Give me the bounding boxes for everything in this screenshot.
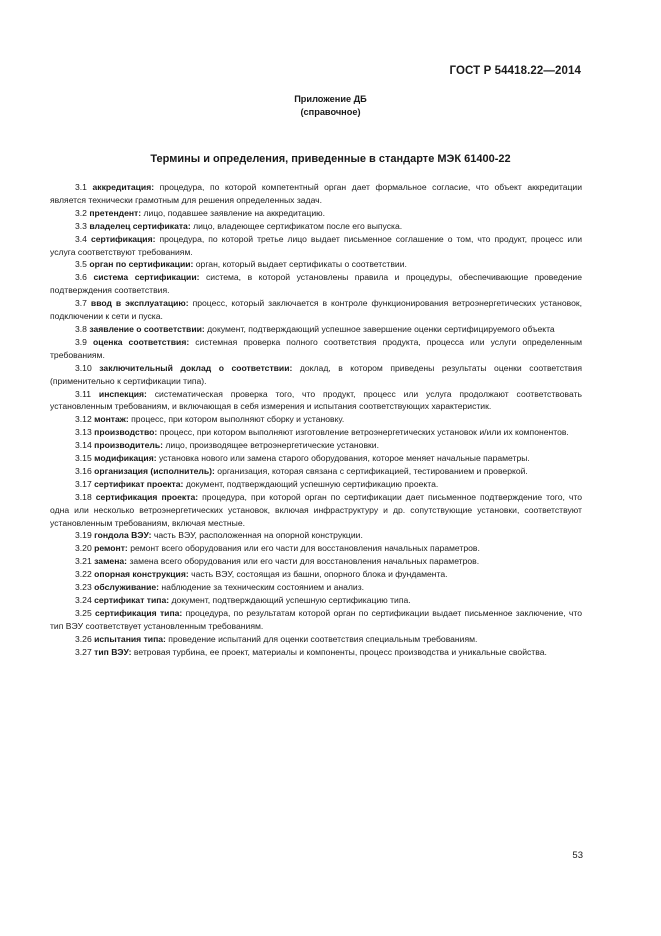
- definition-number: 3.4: [75, 233, 87, 244]
- definition-item: [50, 297, 582, 323]
- definition-text: ремонт всего оборудования или его части для восстановления начальных параметров.: [130, 543, 480, 554]
- definition-number: 3.10: [75, 362, 92, 373]
- definition-item: [50, 220, 582, 233]
- definition-text: лицо, подавшее заявление на аккредитацию.: [143, 207, 325, 218]
- definition-item: [50, 491, 582, 530]
- definition-item: [50, 323, 582, 336]
- definition-text: орган, который выдает сертификаты о соответствии.: [195, 259, 407, 270]
- definition-text: процедура, по которой компетентный орган дает формальное согласие, что объект аккредитации является технически грамотным для решения определенных задач.: [50, 182, 583, 205]
- definition-text: часть ВЭУ, расположенная на опорной конструкции.: [153, 530, 363, 541]
- definition-number: 3.20: [75, 543, 92, 554]
- definition-number: 3.11: [75, 388, 92, 399]
- definition-item: [50, 581, 582, 594]
- definition-number: 3.22: [75, 569, 92, 580]
- definition-number: 3.16: [75, 465, 92, 476]
- definition-item: [50, 388, 582, 414]
- appendix-label: Приложение ДБ: [294, 94, 367, 104]
- definition-number: 3.25: [75, 607, 92, 618]
- definition-number: 3.7: [75, 298, 87, 309]
- definition-number: 3.18: [75, 491, 92, 502]
- definition-text: процедура, по которой третье лицо выдает письменное соглашение о том, что продукт, процесс или услуга соответствуют требованиям.: [50, 233, 583, 257]
- definition-item: [50, 207, 582, 220]
- definition-term: орган по сертификации:: [89, 259, 194, 270]
- definition-text: документ, подтверждающий успешное завершение оценки сертифицируемого объекта: [207, 323, 555, 334]
- definition-term: сертификат типа:: [94, 595, 170, 605]
- definition-text: наблюдение за техническим состоянием и анализ.: [161, 582, 365, 593]
- definition-item: [50, 181, 582, 207]
- page-number: 53: [572, 850, 583, 861]
- definition-number: 3.5: [75, 259, 87, 270]
- definition-item: [50, 465, 582, 478]
- definition-term: гондола ВЭУ:: [94, 530, 152, 541]
- definition-item: [50, 542, 582, 555]
- definition-number: 3.24: [75, 595, 92, 605]
- definition-text: лицо, владеющее сертификатом после его выпуска.: [193, 220, 403, 231]
- definition-item: [50, 336, 582, 362]
- definition-text: замена всего оборудования или его части для восстановления начальных параметров.: [129, 556, 480, 567]
- definition-term: ввод в эксплуатацию:: [90, 298, 189, 309]
- definition-item: [50, 646, 582, 659]
- definition-number: 3.2: [75, 207, 87, 218]
- definition-item: [50, 258, 582, 271]
- definition-number: 3.3: [75, 220, 87, 231]
- definition-number: 3.13: [75, 427, 92, 438]
- definition-term: система сертификации:: [93, 272, 200, 283]
- definition-term: заявление о соответствии:: [89, 323, 205, 334]
- definition-item: [50, 439, 582, 452]
- definition-text: системная проверка полного соответствия продукта, процесса или услуги определенным требованиям.: [50, 336, 583, 360]
- definition-number: 3.1: [75, 182, 87, 192]
- definition-number: 3.17: [75, 478, 92, 489]
- definition-text: процесс, который заключается в контроле функционирования ветроэнергетических установок, подключении к сети и пуска.: [50, 298, 582, 322]
- definition-term: испытания типа:: [94, 633, 166, 644]
- definition-number: 3.19: [75, 530, 92, 541]
- definition-term: сертификация:: [90, 233, 156, 244]
- definition-term: сертификация проекта:: [95, 491, 199, 502]
- definition-item: [50, 271, 582, 297]
- definition-item: [50, 568, 582, 581]
- definition-term: ремонт:: [94, 543, 128, 554]
- definition-term: инспекция:: [98, 388, 147, 399]
- definition-text: часть ВЭУ, состоящая из башни, опорного блока и фундамента.: [191, 569, 448, 580]
- definition-text: документ, подтверждающий успешную сертификацию проекта.: [185, 478, 439, 489]
- definition-term: обслуживание:: [94, 582, 160, 593]
- definition-number: 3.15: [75, 453, 92, 464]
- definition-term: аккредитация:: [92, 182, 155, 192]
- appendix-heading: [0, 93, 661, 119]
- definition-term: организация (исполнитель):: [94, 465, 215, 476]
- definition-number: 3.14: [75, 440, 92, 451]
- definition-text: процесс, при котором выполняют сборку и установку.: [131, 414, 345, 425]
- definition-number: 3.9: [75, 336, 87, 347]
- definition-item: [50, 555, 582, 568]
- document-code: ГОСТ Р 54418.22—2014: [449, 65, 581, 77]
- definition-number: 3.27: [75, 646, 92, 657]
- definition-term: монтаж:: [94, 414, 129, 425]
- definition-term: сертификация типа:: [95, 607, 183, 618]
- definition-term: производство:: [94, 427, 158, 438]
- definition-text: ветровая турбина, ее проект, материалы и компоненты, процесс производства и уникальные свойства.: [133, 646, 547, 657]
- definition-text: доклад, в котором приведены результаты оценки соответствия (применительно к сертификации типа).: [50, 362, 582, 386]
- definition-term: владелец сертификата:: [89, 220, 191, 231]
- definition-term: модификация:: [94, 453, 157, 464]
- definition-text: проведение испытаний для оценки соответствия специальным требованиям.: [168, 633, 478, 644]
- definition-item: [50, 607, 582, 633]
- definition-text: документ, подтверждающий успешную сертификацию типа.: [171, 595, 411, 605]
- definition-item: [50, 529, 582, 542]
- definition-text: организация, которая связана с сертификацией, тестированием и проверкой.: [217, 465, 528, 476]
- definition-number: 3.6: [75, 272, 87, 283]
- definition-text: система, в которой установлены правила и процедуры, обеспечивающие проведение подтверждения соответствия.: [50, 272, 582, 296]
- definition-term: заключительный доклад о соответствии:: [99, 362, 293, 373]
- definition-item: [50, 478, 582, 491]
- definition-term: производитель:: [94, 440, 164, 451]
- definitions-list: [50, 181, 582, 659]
- definition-item: [50, 426, 582, 439]
- definition-term: сертификат проекта:: [94, 478, 184, 489]
- definition-number: 3.26: [75, 633, 92, 644]
- definition-text: установка нового или замена старого оборудования, которое меняет начальные параметры.: [158, 453, 530, 464]
- definition-item: [50, 362, 582, 388]
- section-title: Термины и определения, приведенные в стандарте МЭК 61400-22: [150, 153, 511, 165]
- definition-item: [50, 413, 582, 426]
- definition-number: 3.8: [75, 323, 87, 334]
- appendix-note: (справочное): [300, 107, 361, 117]
- definition-text: систематическая проверка того, что продукт, процесс или услуга продолжают соответствовать установленным требованиям, и включающая в себя измерения и испытания соответствующих характеристик.: [50, 388, 583, 412]
- definition-item: [50, 594, 582, 607]
- definition-term: тип ВЭУ:: [94, 646, 132, 657]
- definition-term: претендент:: [89, 207, 142, 218]
- definition-number: 3.21: [75, 556, 92, 567]
- definition-number: 3.23: [75, 582, 92, 593]
- definition-item: [50, 452, 582, 465]
- definition-item: [50, 633, 582, 646]
- definition-text: лицо, производящее ветроэнергетические установки.: [165, 440, 379, 451]
- definition-term: опорная конструкция:: [94, 569, 189, 580]
- definition-term: оценка соответствия:: [92, 336, 190, 347]
- definition-text: процедура, при которой орган по сертификации дает письменное подтверждение того, что одна или несколько ветроэнергетических установок, включая инфраструктуру и др. сопутствующие установки, соответствуют установленным требованиям, включая местные.: [50, 491, 583, 528]
- definition-text: процесс, при котором выполняют изготовление ветроэнергетических установок и/или их компонентов.: [159, 427, 569, 438]
- definition-text: процедура, по результатам которой орган по сертификации выдает письменное заключение, что тип ВЭУ соответствует установленным требованиям.: [50, 607, 583, 631]
- definition-number: 3.12: [75, 414, 92, 425]
- definition-term: замена:: [94, 556, 128, 567]
- definition-item: [50, 233, 582, 259]
